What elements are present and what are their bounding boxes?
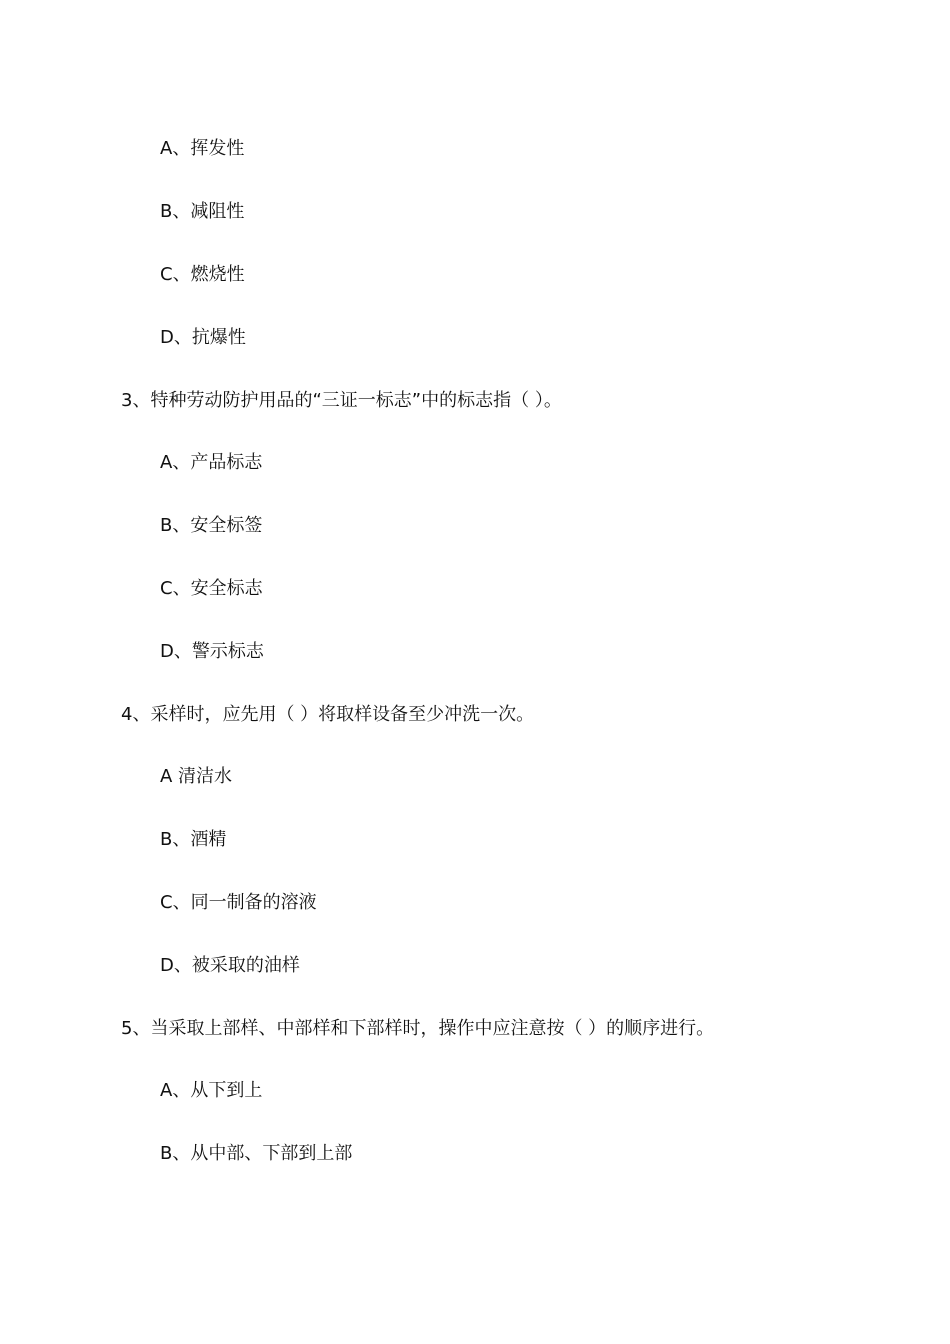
option-c-q3: C、安全标志 [160,578,263,599]
option-b-q3: B、安全标签 [160,515,263,536]
option-d-q3: D、警示标志 [160,641,264,662]
question-3: 3、特种劳动防护用品的“三证一标志”中的标志指（ ）。 [121,390,562,411]
option-c-q2: C、燃烧性 [160,264,245,285]
option-d-q4: D、被采取的油样 [160,955,300,976]
question-4: 4、采样时，应先用（ ）将取样设备至少冲洗一次。 [121,704,535,725]
question-5: 5、当采取上部样、中部样和下部样时，操作中应注意按（ ）的顺序进行。 [121,1018,715,1039]
option-a-q4: A 清洁水 [160,766,233,787]
option-a-q5: A、从下到上 [160,1080,263,1101]
option-c-q4: C、同一制备的溶液 [160,892,317,913]
option-b-q5: B、从中部、下部到上部 [160,1143,353,1164]
option-a-q3: A、产品标志 [160,452,263,473]
option-b-q2: B、减阻性 [160,201,245,222]
option-a-q2: A、挥发性 [160,138,245,159]
option-b-q4: B、酒精 [160,829,227,850]
option-d-q2: D、抗爆性 [160,327,246,348]
